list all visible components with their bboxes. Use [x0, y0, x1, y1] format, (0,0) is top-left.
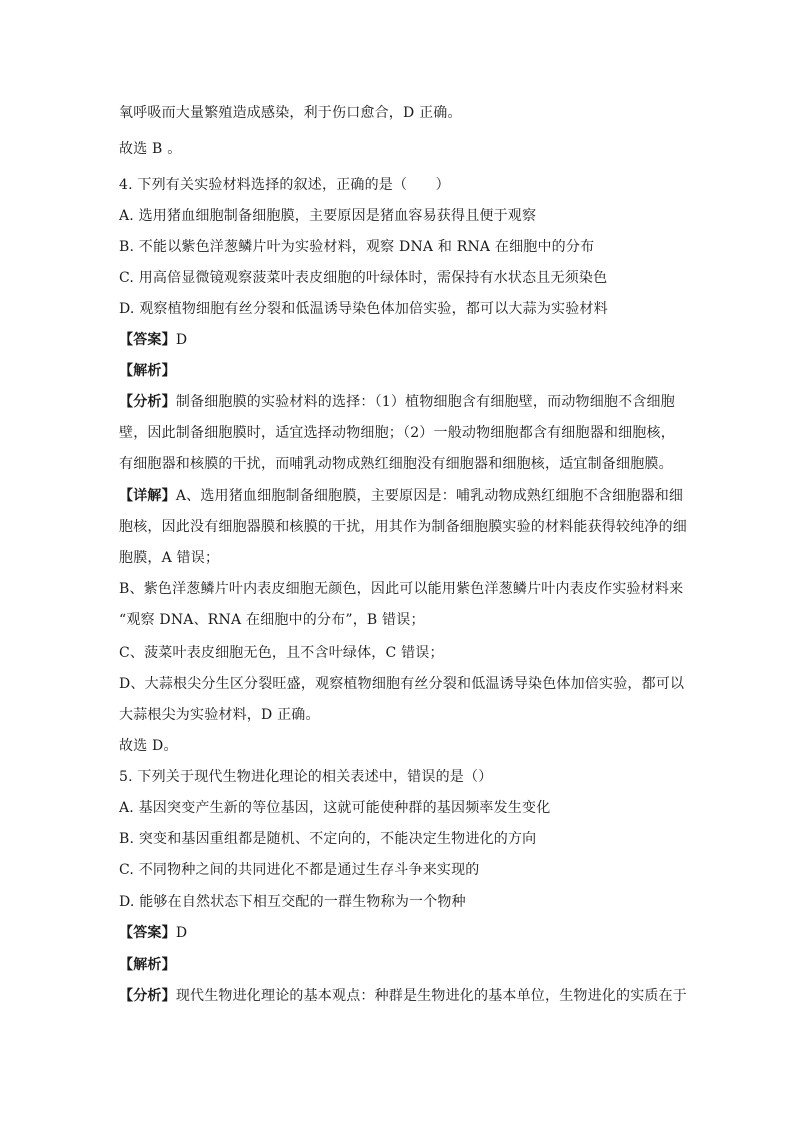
question-5-analysis-line-1 [119, 986, 688, 1006]
answer-value: D [175, 925, 188, 941]
answer-tag: 【答案】 [119, 332, 176, 348]
question-5-answer [119, 923, 679, 943]
question-4-explanation-heading [119, 361, 679, 381]
question-5-option-c: C. 不同物种之间的共同进化不都是通过生存斗争来实现的 [119, 862, 480, 878]
question-4-stem: 4. 下列有关实验材料选择的叙述，正确的是（ ） [119, 177, 450, 193]
question-4-answer [119, 330, 679, 350]
analysis-text: 现代生物进化理论的基本观点：种群是生物进化的基本单位，生物进化的实质在于 [175, 988, 688, 1004]
question-4-option-b: B. 不能以紫色洋葱鳞片叶为实验材料，观察 DNA 和 RNA 在细胞中的分布 [119, 239, 595, 255]
answer-value: D [175, 332, 188, 348]
analysis-text: 制备细胞膜的实验材料的选择：（1）植物细胞含有细胞壁，而动物细胞不含细胞 [175, 394, 675, 410]
question-4-detail-line-5: “观察 DNA、RNA 在细胞中的分布”，B 错误； [119, 612, 425, 628]
explanation-tag: 【解析】 [119, 363, 176, 379]
text-line-2: 故选 B 。 [119, 141, 182, 157]
text-line-1: 氧呼吸而大量繁殖造成感染，利于伤口愈合，D 正确。 [119, 105, 462, 121]
detail-text: A、选用猪血细胞制备细胞膜，主要原因是：哺乳动物成熟红细胞不含细胞器和细 [175, 488, 684, 504]
question-5-option-b: B. 突变和基因重组都是随机、不定向的，不能决定生物进化的方向 [119, 831, 537, 847]
question-4-detail-line-7: D、大蒜根尖分生区分裂旺盛，观察植物细胞有丝分裂和低温诱导染色体加倍实验，都可以 [119, 676, 685, 692]
detail-tag: 【详解】 [119, 488, 176, 504]
question-4-conclusion: 故选 D。 [119, 738, 178, 754]
question-5-explanation-heading [119, 955, 679, 975]
question-4-detail-line-6: C、菠菜叶表皮细胞无色，且不含叶绿体，C 错误； [119, 645, 444, 661]
question-4-analysis-line-3: 有细胞器和核膜的干扰，而哺乳动物成熟红细胞没有细胞器和细胞核，适宜制备细胞膜。 [119, 456, 673, 472]
answer-tag: 【答案】 [119, 925, 176, 941]
question-5-option-d: D. 能够在自然状态下相互交配的一群生物称为一个物种 [119, 894, 466, 910]
question-4-detail-line-8: 大蒜根尖为实验材料，D 正确。 [119, 707, 320, 723]
question-4-option-d: D. 观察植物细胞有丝分裂和低温诱导染色体加倍实验，都可以大蒜为实验材料 [119, 301, 608, 317]
question-4-analysis-line-2: 壁，因此制备细胞膜时，适宜选择动物细胞；（2）一般动物细胞都含有细胞器和细胞核， [119, 425, 675, 441]
question-4-option-c: C. 用高倍显微镜观察菠菜叶表皮细胞的叶绿体时，需保持有水状态且无须染色 [119, 270, 608, 286]
analysis-tag: 【分析】 [119, 394, 176, 410]
question-4-analysis-line-1 [119, 392, 679, 412]
explanation-tag: 【解析】 [119, 957, 176, 973]
question-4-option-a: A. 选用猪血细胞制备细胞膜，主要原因是猪血容易获得且便于观察 [119, 208, 537, 224]
question-5-stem: 5. 下列关于现代生物进化理论的相关表述中，错误的是（） [119, 769, 493, 785]
question-4-detail-line-1 [119, 486, 684, 506]
analysis-tag: 【分析】 [119, 988, 176, 1004]
question-4-detail-line-4: B、紫色洋葱鳞片叶内表皮细胞无颜色，因此可以能用紫色洋葱鳞片叶内表皮作实验材料来 [119, 581, 684, 597]
question-5-option-a: A. 基因突变产生新的等位基因，这就可能使种群的基因频率发生变化 [119, 800, 551, 816]
question-4-detail-line-2: 胞核，因此没有细胞器膜和核膜的干扰，用其作为制备细胞膜实验的材料能获得较纯净的细 [119, 519, 687, 535]
question-4-detail-line-3: 胞膜，A 错误； [119, 550, 220, 566]
